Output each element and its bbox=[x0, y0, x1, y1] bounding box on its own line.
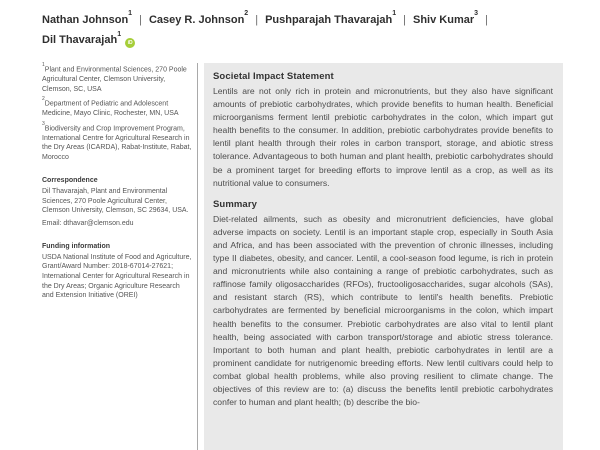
author-name: Casey R. Johnson bbox=[148, 13, 245, 26]
abstract-panel bbox=[204, 63, 563, 450]
impact-statement-heading: Societal Impact Statement bbox=[213, 71, 334, 82]
summary-body: Diet-related ailments, such as obesity and micronutrient deficiencies, have global adverse impacts on society. Lentil is an important staple crop, especially in South Asia and Africa, and has been associated with the prevention of chronic illnesses, including type II diabetes, obesity, and cancer. Lentil, a cool-season food legume, is rich in protein and micronutrients while also containing a range of prebiotic carbohydrates, such as raffinose family oligosaccharides (RFOs), fructooligosaccharides, sugar alcohols (SAs), and resistant starch (RS), which contribute to lentil's health benefits. Prebiotic carbohydrates are fermented by beneficial microorganisms in the colon, which impart health benefits to the consumer. Prebiotic carbohydrates are also vital to lentil plant health, being associated with carbon transport/storage and abiotic stress tolerance. Important to both human and plant health, prebiotic carbohydrates in lentil are a prominent candidate for nutrigenomic breeding efforts. New lentil cultivars could help to combat global health problems, while also proving resilient to climate change. The objectives of this review are to: (a) discuss the benefits lentil prebiotic carbohydrates confer to human and plant health; (b) describe the bio- bbox=[213, 213, 553, 408]
affiliation-marker: 1 bbox=[42, 62, 45, 68]
author-name: Dil Thavarajah bbox=[42, 34, 118, 47]
author-affiliation-marker: 2 bbox=[244, 10, 249, 17]
funding-body: USDA National Institute of Food and Agriculture, Grant/Award Number: 2018-67014-27621; International Center for Agricultural Research in the Dry Areas; Organic Agriculture Research and Extension Initiative (OREI) bbox=[42, 253, 192, 300]
affiliation-marker: 3 bbox=[42, 120, 45, 127]
affiliation-1 bbox=[42, 63, 192, 94]
funding-heading: Funding information bbox=[42, 243, 111, 251]
author-3 bbox=[265, 10, 397, 26]
orcid-icon[interactable]: iD bbox=[125, 38, 135, 48]
author-affiliation-marker: 3 bbox=[474, 10, 479, 17]
author-name: Pushparajah Thavarajah bbox=[265, 13, 393, 26]
affiliation-text: Biodiversity and Crop Improvement Program, International Centre for Agricultural Research in the Dry Areas (ICARDA), Rabat-Institute, Rabat, Morocco bbox=[42, 124, 192, 161]
author-list bbox=[42, 8, 567, 49]
author-affiliation-marker: 1 bbox=[128, 10, 133, 17]
impact-statement-body: Lentils are not only rich in protein and micronutrients, but they also have significant amounts of prebiotic carbohydrates, which provide benefits to human health. Beneficial microorganisms ferment lentil prebiotic carbohydrates in the colon, which impart gut health benefits to the consumer. In addition, prebiotic carbohydrates provide benefits to lentil plant health through their roles in carbon transport, storage, and abiotic stress tolerance. Advantageous to both human and plant health, prebiotic carbohydrates should be a prominent target for breeding efforts to improve lentil as a crop, as well as its nutritional value to consumers. bbox=[213, 86, 553, 188]
author-separator: | bbox=[403, 13, 406, 26]
author-line-2 bbox=[42, 29, 567, 50]
author-affiliation-marker: 1 bbox=[117, 30, 122, 38]
affiliation-text: Plant and Environmental Sciences, 270 Poole Agricultural Center, Clemson University, Clemson, SC, USA bbox=[42, 66, 187, 93]
affiliation-3 bbox=[42, 122, 192, 163]
column-divider bbox=[197, 63, 198, 450]
author-separator: | bbox=[485, 13, 488, 26]
author-name: Shiv Kumar bbox=[413, 13, 475, 26]
affiliation-text: Department of Pediatric and Adolescent Medicine, Mayo Clinic, Rochester, MN, USA bbox=[42, 100, 179, 118]
author-affiliation-marker: 1 bbox=[392, 10, 397, 17]
author-separator: | bbox=[255, 13, 259, 26]
author-1 bbox=[42, 10, 133, 26]
author-4 bbox=[413, 10, 479, 26]
correspondence-body: Dil Thavarajah, Plant and Environmental Sciences, 270 Poole Agricultural Center, Clemson University, Clemson, SC 29634, USA. bbox=[42, 187, 189, 215]
affiliation-2 bbox=[42, 97, 192, 119]
article-meta-sidebar bbox=[42, 63, 192, 304]
correspondence-email: Email: dthavar@clemson.edu bbox=[42, 219, 134, 227]
summary-heading: Summary bbox=[213, 198, 257, 210]
affiliation-marker: 2 bbox=[42, 96, 45, 103]
correspondence-heading: Correspondence bbox=[42, 177, 98, 185]
author-2 bbox=[148, 10, 249, 26]
author-5 bbox=[42, 30, 122, 47]
author-name: Nathan Johnson bbox=[42, 13, 129, 26]
author-line-1 bbox=[42, 8, 567, 29]
author-separator: | bbox=[139, 13, 142, 26]
